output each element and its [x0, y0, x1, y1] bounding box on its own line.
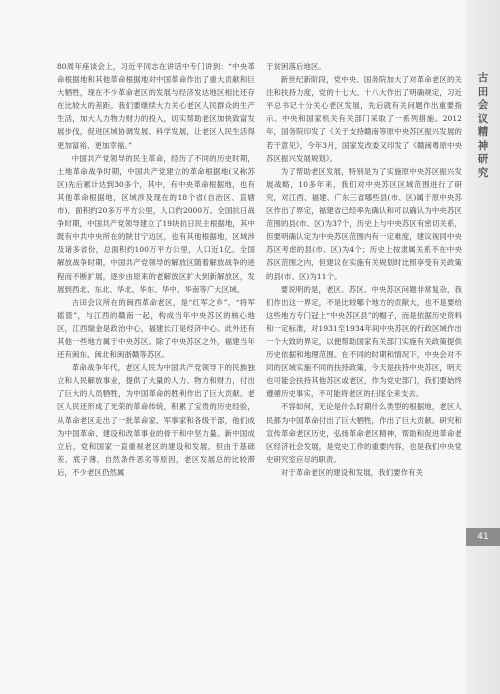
left-text-column: [57, 60, 255, 479]
paragraph: 对于革命老区的建设和发展，我们要作有关: [280, 467, 424, 477]
paragraph: 新世纪新阶段，党中央、国务院加大了对革命老区的关注和扶持力度，党的十七大、十八大作出了明确规定，习近平总书记十分关心老区发展，先后就有关问题作出重要指示。中央和国家机关有关部门采取了一系列措施。2012年，国务院印发了《关于支持赣南等原中央苏区振兴发展的若干意见》，今年3月，国家发改委又印发了《赣闽粤原中央苏区振兴发展规划》。: [266, 75, 462, 163]
paragraph: 不容如何，无论是什么时期什么类型的根据地，老区人民都为中国革命付出了巨大牺牲，作出了巨大贡献。研究和宣传革命老区历史，弘扬革命老区精神，帮助和促进革命老区经济社会发展，是党史工作的重要内容，也是我们中央党史研究室应尽的职责。: [266, 402, 462, 464]
paragraph: 革命战争年代，老区人民为中国共产党领导下的民族独立和人民解放事业，提供了大量的人力、物力和财力，付出了巨大的人员牺牲，为中国革命的胜利作出了巨大贡献。老区人民还形成了光荣的革命传统，积累了宝贵的历史经验，从革命老区走出了一批革命家、军事家和各级干部，他们成为中国革命、建设和改革事业的骨干和中坚力量。新中国成立后，党和国家一直重视老区的建设和发展。但由于基础差、底子薄、自然条件恶劣等原因，老区发展总的比较滞后，不少老区仍然属: [57, 363, 255, 477]
paragraph: 中国共产党领导的民主革命，经历了不同的历史时期，土地革命战争时期，中国共产党建立的革命根据地(又称苏区)先后累计达到30多个，其中，有中央革命根据地，也有其他革命根据地，区域涉及现在的18个省(自治区、直辖市)，面积约20多万平方公里，人口约2000万。全国抗日战争时期，中国共产党领导建立了19块抗日民主根据地，其中既有中共中央所在的陕甘宁边区，也有其他根据地，区域涉及诸多省份，总面积约100万平方公里，人口近1亿。全国解放战争时期，中国共产党领导的解放区随着解放战争的进程而不断扩展，逐步由原来的老解放区扩大到新解放区，发展到西北、东北、华北、华东、华中、华南等广大区域。: [57, 153, 255, 294]
page-number: 41: [466, 528, 500, 546]
paragraph: 80周年座谈会上，习近平同志在讲话中专门讲到：“中央革命根据地和其他革命根据地对中国革命作出了重大贡献和巨大牺牲，现在不少革命老区的发展与经济发达地区相比还存在比较大的差距。我们要继续大力关心老区人民群众的生产生活，加大人力物力财力的投入，切实帮助老区加快致富发展步伐，促进区域协调发展、科学发展，让老区人民生活得更加富裕、更加幸福。”: [57, 62, 255, 150]
right-text-column: [266, 60, 462, 479]
paragraph: 于贫困落后地区。: [266, 62, 326, 71]
journal-title: 古田会议精神研究: [477, 72, 489, 179]
paragraph: 为了帮助老区发展，特别是为了实施原中央苏区振兴发展战略，10多年来，我们对中央苏区区域范围进行了研究，对江西、福建、广东三省哪些县(市、区)属于原中央苏区作出了界定，福建省已经率先确认和可以确认为中央苏区范围的县(市、区)为37个，历史上与中央苏区有密切关系，但要明确认定为中央苏区范围内有一定难度，建议视同中央苏区考虑的县(市、区)为4个；历史上按隶属关系不在中央苏区范围之内，但建议在实施有关规划时比照享受有关政策的县(市、区)为11个。: [266, 166, 462, 281]
paragraph: 要说明的是，老区、苏区、中央苏区问题非常复杂，我们作出这一界定，不是比较哪个地方的贡献大，也不是要给这些地方专门冠上“中央苏区县”的帽子，而是依据历史资料和一定标准，对1931至1934年间中央苏区的行政区域作出一个大致的界定，以便帮助国家有关部门实施有关政策提供历史依据和地理范围。在不同的时期和情况下，中央会对不同的区域实施不同的扶持政策，今天是扶持中央苏区，明天也可能会扶持其他苏区或老区，作为党史部门，我们要始终遵循历史事实，不可能将老区的扫尾全来支去。: [266, 284, 462, 399]
paragraph: 古田会议所在的闽西革命老区，是“红军之乡”、“将军摇篮”，与江西的赣南一起，构成当年中央苏区的核心地区，江西瑞金是政治中心，福建长汀是经济中心。此外还有其他一些地方属于中央苏区。除了中央苏区之外，福建当年还有闽东、闽北和闽浙赣等苏区。: [57, 297, 255, 360]
